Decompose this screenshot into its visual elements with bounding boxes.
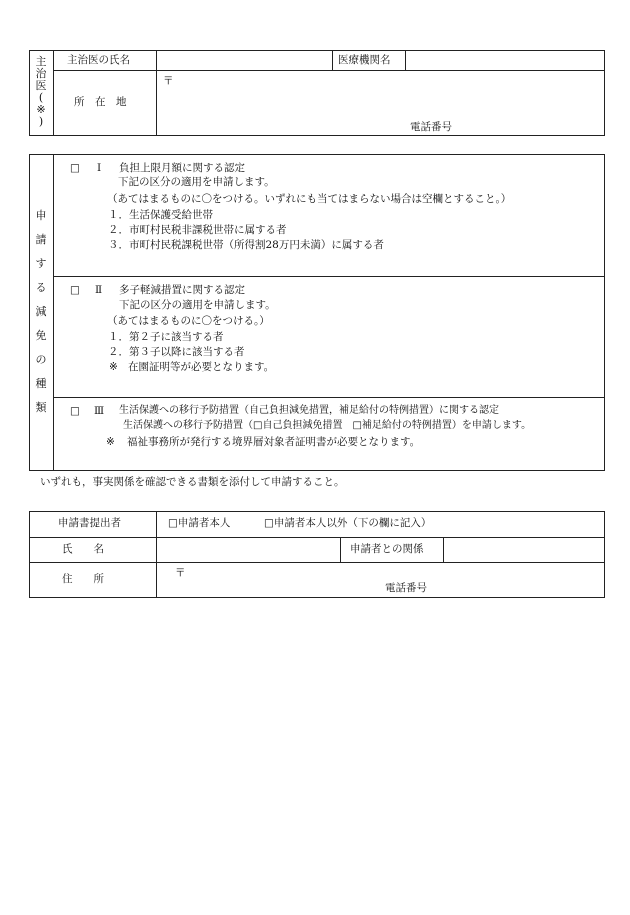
section2-title: 多子軽減措置に関する認定: [119, 284, 245, 296]
doctor-postal-mark: 〒: [163, 75, 174, 87]
section2-numeral: Ⅱ: [95, 284, 103, 296]
section3-line1: 生活保護への移行予防措置（□自己負担減免措置 □補足給付の特例措置）を申請します。: [123, 420, 532, 431]
section1-item3: ３．市町村民税課税世帯（所得割28万円未満）に属する者: [108, 239, 384, 251]
doctor-name-value[interactable]: [157, 51, 332, 70]
doctor-facility-label: 医療機関名: [338, 54, 391, 66]
section2-line2: （あてはまるものに〇をつける。）: [107, 315, 270, 327]
section2-note-mark: ※: [109, 361, 118, 373]
section1-title: 負担上限月額に関する認定: [119, 162, 245, 174]
attachment-notice: いずれも，事実関係を確認できる書類を添付して申請すること。: [40, 476, 345, 488]
submitter-label: 申請書提出者: [58, 517, 121, 529]
doctor-row-divider: [53, 70, 605, 71]
doctor-name-label: 主治医の氏名: [67, 54, 130, 66]
submitter-relation-value[interactable]: [444, 538, 604, 562]
section3-note: 福祉事務所が発行する境界層対象者証明書が必要となります。: [127, 436, 421, 448]
doctor-address-label: 所 在 地: [74, 96, 127, 108]
doctor-facility-left-divider: [332, 50, 333, 70]
section2-item2: ２．第３子以降に該当する者: [108, 346, 245, 358]
section1-item2: ２．市町村民税非課税世帯に属する者: [108, 224, 287, 236]
section1-checkbox[interactable]: □: [70, 162, 80, 174]
section1-line2: （あてはまるものに〇をつける。いずれにも当てはまらない場合は空欄とすること。）: [107, 193, 512, 205]
section1-numeral: Ⅰ: [97, 162, 102, 174]
doctor-side-label: 主 治 医 ( ※ ): [35, 55, 47, 128]
reduction-side-label: 申 請 す る 減 免 の 種 類: [35, 209, 47, 414]
submitter-address-label: 住 所: [62, 573, 104, 585]
doctor-facility-value[interactable]: [406, 51, 604, 70]
section2-item1: １．第２子に該当する者: [108, 331, 224, 343]
section2-line1: 下記の区分の適用を申請します。: [119, 299, 276, 311]
submitter-option-other[interactable]: □申請者本人以外（下の欄に記入）: [264, 517, 432, 529]
section1-item1: １．生活保護受給世帯: [108, 209, 213, 221]
section3-numeral: Ⅲ: [94, 405, 105, 417]
submitter-relation-label: 申請者との関係: [350, 543, 424, 555]
reduction-section-divider-1: [53, 276, 605, 277]
submitter-phone-label: 電話番号: [385, 582, 427, 594]
reduction-section-divider-2: [53, 397, 605, 398]
submitter-postal-mark: 〒: [175, 567, 186, 579]
section3-note-mark: ※: [106, 436, 115, 448]
submitter-name-label: 氏 名: [62, 543, 104, 555]
section2-note: 在園証明等が必要となります。: [128, 361, 275, 373]
doctor-phone-label: 電話番号: [410, 121, 452, 133]
section3-checkbox[interactable]: □: [70, 405, 80, 417]
doctor-side-divider: [53, 50, 54, 136]
submitter-option-self[interactable]: □申請者本人: [168, 517, 231, 529]
section2-checkbox[interactable]: □: [70, 284, 80, 296]
section3-title: 生活保護への移行予防措置（自己負担減免措置，補足給付の特例措置）に関する認定: [119, 405, 499, 416]
submitter-row-divider-2: [29, 562, 605, 563]
submitter-name-value[interactable]: [157, 538, 340, 562]
section1-line1: 下記の区分の適用を申請します。: [118, 176, 275, 188]
reduction-side-divider: [53, 154, 54, 471]
submitter-relation-left-divider: [340, 537, 341, 562]
